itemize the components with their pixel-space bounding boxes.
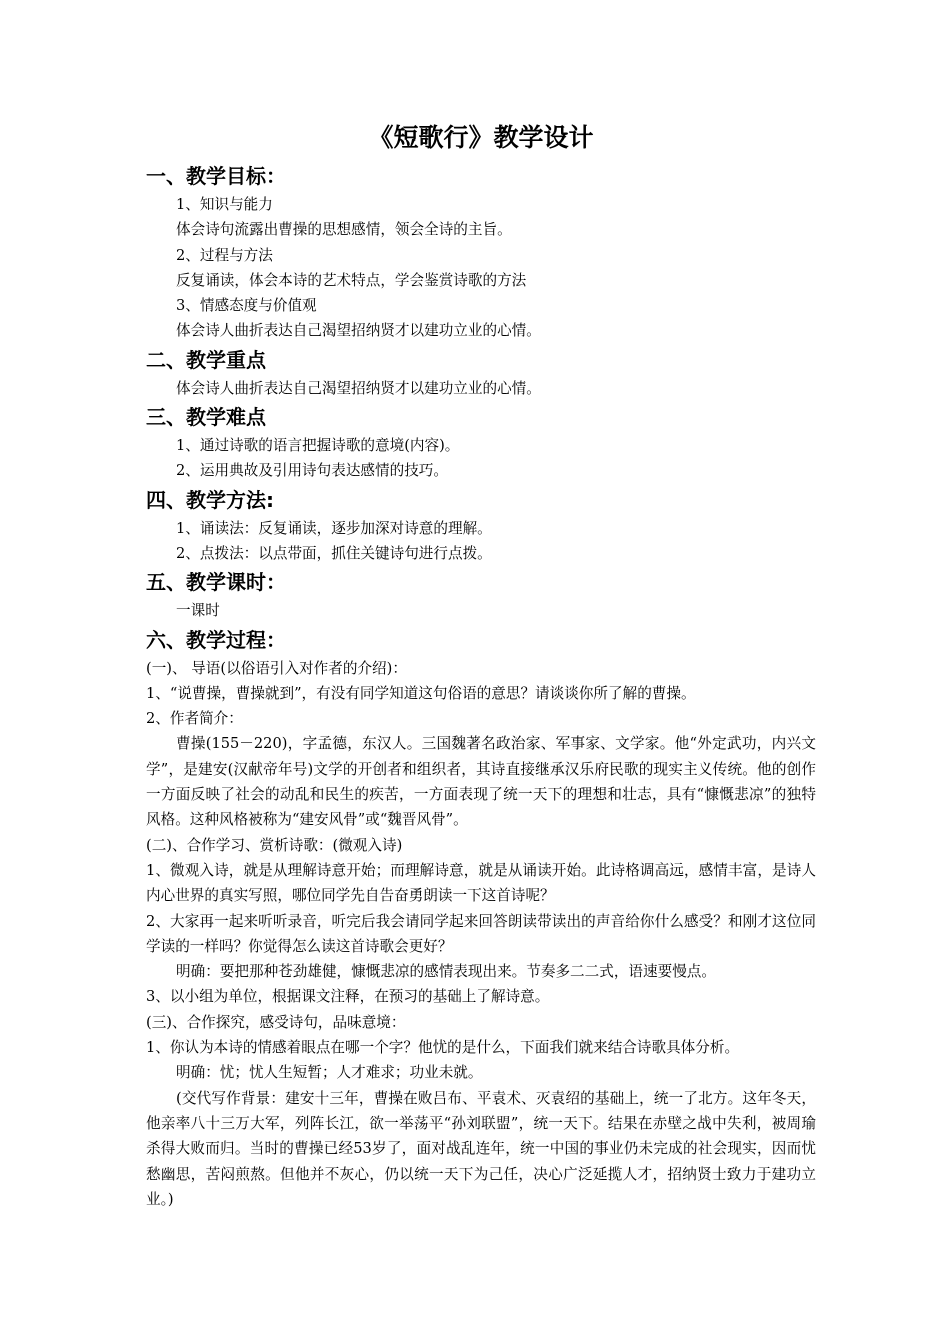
process-paragraph: 2、大家再一起来听听录音，听完后我会请同学起来回答朗读带读出的声音给你什么感受？和刚才这位同学读的一样吗？你觉得怎么读这首诗歌会更好？ xyxy=(146,912,816,955)
section-heading-difficulties: 三、教学难点 xyxy=(146,405,266,430)
section-heading-methods: 四、教学方法: xyxy=(146,487,274,512)
author-intro-paragraph: 曹操(155－220)，字孟德，东汉人。三国魏著名政治家、军事家、文学家。他“外定武功，内兴文学”，是建安(汉献帝年号)文学的开创者和组织者，其诗直接继承汉乐府民歌的现实主义传统。他的创作一方面反映了社会的动乱和民生的疾苦，一方面表现了统一天下的理想和壮志，具有“慷慨悲凉”的独特风格。这种风格被称为“建安风骨”或“魏晋风骨”。 xyxy=(146,735,816,829)
objective-line: 体会诗句流露出曹操的思想感情，领会全诗的主旨。 xyxy=(176,221,512,239)
objective-line: 2、过程与方法 xyxy=(176,246,273,264)
method-line: 1、诵读法：反复诵读，逐步加深对诗意的理解。 xyxy=(176,519,492,537)
clarification-paragraph: 明确：要把那种苍劲雄健，慷慨悲凉的感情表现出来。节奏多二二式，语速要慢点。 xyxy=(176,963,716,981)
section-heading-objectives: 一、教学目标： xyxy=(146,164,286,188)
background-paragraph: (交代写作背景：建安十三年，曹操在败吕布、平袁术、灭袁绍的基础上，统一了北方。这年冬天，他亲率八十三万大军，列阵长江，欲一举荡平“孙刘联盟”，统一天下。结果在赤壁之战中失利，被周瑜杀得大败而归。当时的曹操已经53岁了，面对战乱连年，统一中国的事业仍未完成的社会现实，因而忧愁幽思，苦闷煎熬。但他并不灰心，仍以统一天下为己任，决心广泛延揽人才，招纳贤士致力于建功立业。) xyxy=(146,1089,816,1208)
process-paragraph: 2、作者简介： xyxy=(146,710,243,728)
document-page xyxy=(146,118,816,1212)
objective-line: 3、情感态度与价值观 xyxy=(176,297,317,315)
clarification-paragraph: 明确：忧；忧人生短暂；人才难求；功业未就。 xyxy=(176,1064,483,1082)
objective-line: 反复诵读，体会本诗的艺术特点，学会鉴赏诗歌的方法 xyxy=(176,271,527,289)
process-paragraph: 1、“说曹操，曹操就到”，有没有同学知道这句俗语的意思？请谈谈你所了解的曹操。 xyxy=(146,684,696,702)
objective-line: 1、知识与能力 xyxy=(176,196,273,213)
process-paragraph: (二)、合作学习、赏析诗歌：(微观入诗) xyxy=(146,836,403,854)
class-hours-line: 一课时 xyxy=(176,602,220,620)
process-paragraph: (一)、 导语(以俗语引入对作者的介绍)： xyxy=(146,659,407,677)
process-paragraph: (三)、合作探究，感受诗句，品味意境： xyxy=(146,1013,406,1031)
difficulty-line: 2、运用典故及引用诗句表达感情的技巧。 xyxy=(176,462,448,480)
section-heading-key-points: 二、教学重点 xyxy=(146,347,266,372)
difficulty-line: 1、通过诗歌的语言把握诗歌的意境(内容)。 xyxy=(176,437,460,455)
section-heading-process: 六、教学过程： xyxy=(146,627,286,652)
process-paragraph: 1、你认为本诗的情感着眼点在哪一个字？他忧的是什么，下面我们就来结合诗歌具体分析。 xyxy=(146,1039,740,1057)
process-paragraph: 1、微观入诗，就是从理解诗意开始；而理解诗意，就是从诵读开始。此诗格调高远，感情丰富，是诗人内心世界的真实写照，哪位同学先自告奋勇朗读一下这首诗呢？ xyxy=(146,861,816,905)
process-paragraph: 3、以小组为单位，根据课文注释，在预习的基础上了解诗意。 xyxy=(146,988,550,1006)
method-line: 2、点拨法：以点带面，抓住关键诗句进行点拨。 xyxy=(176,544,492,562)
objective-line: 体会诗人曲折表达自己渴望招纳贤才以建功立业的心情。 xyxy=(176,322,541,340)
section-heading-class-hours: 五、教学课时： xyxy=(146,570,286,595)
key-point-line: 体会诗人曲折表达自己渴望招纳贤才以建功立业的心情。 xyxy=(176,379,541,397)
document-title: 《短歌行》教学设计 xyxy=(368,123,594,152)
